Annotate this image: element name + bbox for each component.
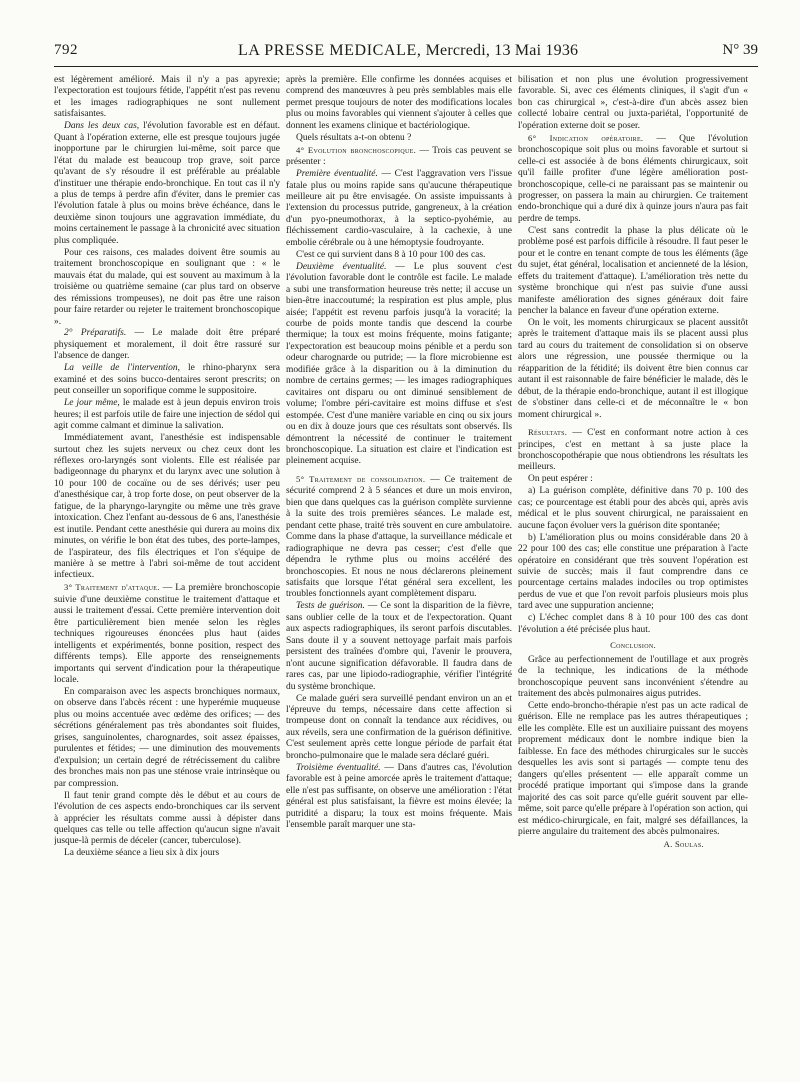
- paragraph-text: — Trois cas peuvent se présenter :: [286, 145, 512, 168]
- page-header: [54, 42, 758, 67]
- paragraph: [286, 250, 512, 261]
- paragraph-text: b) L'amélioration plus ou moins considérable dans 20 à 22 pour 100 des cas; elle constitue une préparation à l'acte opératoire en considérant que très souvent l'opération est suivie de succès; mais il faut comprendre dans ce pourcentage certains malades indociles ou trop optimistes perdus de vue et que l'on revoit parfois plusieurs mois plus tard avec une suppuration ancienne;: [518, 532, 748, 612]
- section-heading: 5° Traitement de consolidation.: [296, 473, 426, 484]
- paragraph: [518, 75, 748, 132]
- paragraph: [518, 839, 704, 851]
- paragraph: [518, 613, 748, 636]
- paragraph-text: Ce malade guéri sera surveillé pendant environ un an et l'épreuve du temps, nécessaire dans cette affection si trompeuse dont on connaît la tendance aux récidives, ou aux réveils, sera une confirmation de la guérison définitive. C'est seulement après cette longue période de parfait état broncho-pulmonaire que le malade sera déclaré guéri.: [286, 693, 512, 761]
- paragraph: [518, 133, 748, 226]
- paragraph: [286, 474, 512, 601]
- author-signature: A. Soulas.: [663, 838, 704, 849]
- text-column-3: [518, 75, 748, 1075]
- paragraph-lead: La veille de l'intervention,: [64, 363, 180, 374]
- paragraph-text: c) L'échec complet dans 8 à 10 pour 100 des cas dont l'évolution a été précisée plus haut.: [518, 613, 748, 635]
- paragraph-text: Grâce au perfectionnement de l'outillage et aux progrès de la technique, les indications de la méthode bronchoscopique peuvent sans inconvénient s'étendre au traitement des abcès pulmonaires aigus putrides.: [518, 654, 748, 700]
- paragraph-text: — C'est l'aggravation vers l'issue fatale plus ou moins rapide sans qu'aucune thérapeutique meilleure ait pu être envisagée. On assiste impuissants à l'extension du processus putride, gangreneux, à la création d'un pyo-pneumothorax, à la septico-pyohémie, au fléchissement cardio-vasculaire, à la cachexie, à une embolie cérébrale ou à une hémoptysie foudroyante.: [286, 169, 512, 248]
- page-number: 792: [54, 42, 78, 58]
- paragraph-text: Cette endo-broncho-thérapie n'est pas un acte radical de guérison. Elle ne remplace pas les autres thérapeutiques ; elle les complète. Elle est un auxiliaire puissant des moyens proprement médicaux dont le nombre indique bien la faiblesse. En face des méthodes chirurgicales sur le succès desquelles les avis sont si partagés — compte tenu des dangers qu'elles présentent — elle apparaît comme un procédé pratique important qui s'impose dans la grande majorité des cas soit parce qu'elle guérit souvent par elle-même, soit parce qu'elle prépare à l'opération son action, qui est médico-chirurgicale, en fait, malgré ses défaillances, la pierre angulaire du traitement des abcès pulmonaires.: [518, 701, 748, 837]
- paragraph: [286, 262, 512, 468]
- paragraph-text: On le voit, les moments chirurgicaux se placent aussitôt après le traitement d'attaque mais ils se placent aussi plus tard au cours du traitement de consolidation si on observe alors une régression, une poussée thermique ou la réapparition de la fétidité; ils doivent être bien connus car autant il est raisonnable de faire bénéficier le malade, dès le début, de la thérapie endo-bronchique, autant il est illogique de s'obstiner dans celle-ci et de méconnaître le « bon moment chirurgical ».: [518, 318, 748, 420]
- paragraph: [286, 145, 512, 169]
- paragraph: [518, 226, 748, 318]
- paragraph-text: — Que l'évolution bronchoscopique soit plus ou moins favorable et surtout si celle-ci est associée à de bons éléments chirurgicaux, soit qu'il faille profiter d'une légère amélioration post-bronchoscopique, celle-ci ne paraissant pas se maintenir ou progresser, on passera la main au chirurgien. Ce traitement endo-bronchique qui a duré dix à quinze jours n'aura pas fait perdre de temps.: [518, 133, 748, 224]
- paragraph: [286, 694, 512, 763]
- paragraph-lead: Le jour même,: [64, 398, 120, 409]
- paragraph-text: le rhino-pharynx sera examiné et des soins bucco-dentaires seront prescrits; on peut conseiller un soporifique comme le suppositoire.: [54, 363, 280, 397]
- paragraph-text: Immédiatement avant, l'anesthésie est indispensable surtout chez les sujets nerveux ou chez ceux dont les réflexes oro-laryngés sont violents. Elle est réalisée par badigeonnage du pharynx et du larynx avec une solution à 10 pour 100 de cocaïne ou de ses dérivés; user peu d'anesthésique car, à trop forte dose, on peut observer de la fatigue, de la pharyngo-laryngite ou même une très grave intoxication. Chez l'enfant au-dessous de 6 ans, l'anesthésie est inutile. Pendant cette anesthésie qui durera au moins dix minutes, on vérifie le bon état des tubes, des porte-lampes, de l'aspirateur, des fils électriques et l'on s'équipe de manière à se mettre à l'abri soi-même de tout accident infectieux.: [54, 433, 280, 581]
- text-column-1: [54, 75, 280, 1075]
- paragraph: [286, 75, 512, 132]
- journal-name: LA PRESSE MEDICALE,: [238, 42, 422, 59]
- paragraph-text: l'évolution favorable est en défaut. Quant à l'opération externe, elle est presque toujours jugée inopportune par le chirurgien lui-même, soit parce que l'état du malade est beaucoup trop grave, soit parce qu'avant de s'y résoudre il est préférable au préalable d'instituer une thérapie endo-bronchique. En tout cas il n'y a plus de temps à perdre afin d'éviter, dans le premier cas l'évolution fatale à plus ou moins brève échéance, dans le deuxième sinon toujours une aggravation immédiate, du moins certainement le passage à la chronicité avec situation plus compliquée.: [54, 121, 280, 246]
- paragraph: [518, 655, 748, 701]
- paragraph: [286, 133, 512, 144]
- issue-number: N° 39: [722, 42, 758, 58]
- section-heading: 6° Indication opératoire.: [528, 132, 644, 143]
- paragraph-text: En comparaison avec les aspects bronchiques normaux, on observe dans l'abcès récent : une hyperémie muqueuse plus ou moins accentuée avec œdème des orifices; — des sécrétions généralement pas très abondantes soit fluides, grises, sanguinolentes, charognardes, soit assez épaisses, purulentes et fétides; — une diminution des mouvements d'expulsion; un certain degré de rétrécissement du calibre des bronches mais non pas une sténose vraie intrinsèque ou par compression.: [54, 687, 280, 789]
- paragraph-lead: Deuxième éventualité.: [296, 261, 387, 272]
- section-heading: 3° Traitement d'attaque.: [64, 582, 160, 593]
- paragraph-text: Pour ces raisons, ces malades doivent être soumis au traitement bronchoscopique en soulignant que : « le mauvais état du malade, qui est souvent au maximum à la troisième ou quatrième semaine (car plus tard on observe des rémissions trompeuses), ne doit pas être une raison pour faire retarder ou rejeter le traitement bronchoscopique ».: [54, 247, 280, 327]
- paragraph-text: — C'est en conformant notre action à ces principes, c'est en mettant à sa juste place la bronchoscopothérapie que nous obtiendrons les résultats les meilleurs.: [518, 428, 748, 473]
- text-column-2: [286, 75, 512, 1075]
- paragraph-text: est légèrement amélioré. Mais il n'y a pas apyrexie; l'expectoration est toujours fétide, l'appétit n'est pas revenu et les images radiographiques ne sont nullement satisfaisantes.: [54, 75, 280, 120]
- paragraph: [286, 601, 512, 693]
- paragraph-text: — Ce sont la disparition de la fièvre, sans oublier celle de la toux et de l'expectoration. Quant aux aspects radiographiques, ils seront parfois discutables. Sans doute il y a souvent nettoyage parfait mais parfois persistent des traînées d'ombre qui, l'avenir le prouvera, n'ont aucune signification défavorable. Il faudra dans de rares cas, par une lipiodo-radiographie, vérifier l'intégrité du système bronchique.: [286, 601, 512, 692]
- paragraph: [518, 533, 748, 613]
- paragraph-text: — Le plus souvent c'est l'évolution favorable dont le contrôle est facile. Le malade a subi une transformation heureuse très nette; il accuse un bien-être inaccoutumé; la respiration est plus ample, plus aisée; l'appétit est revenu parfois jusqu'à la voracité; la courbe de poids monte tandis que descend la courbe thermique; la toux est moins fréquente, moins fatigante; l'expectoration est beaucoup moins pénible et a perdu son odeur charognarde ou putride; — la flore microbienne est modifiée grâce à la disparition ou à la diminution du nombre de certains germes; — les images radiographiques cavitaires ont disparu ou ont diminué sensiblement de volume; l'ombre péri-cavitaire est moins diffuse et s'est estompée. C'est d'une manière variable en cinq ou six jours ou en dix à douze jours que ces résultats sont observés. Ils démontrent la nécessité de continuer le traitement bronchoscopique. La situation est claire et l'indication est pleinement acquise.: [286, 261, 512, 467]
- paragraph-text: C'est ce qui survient dans 8 à 10 pour 100 des cas.: [296, 249, 486, 260]
- paragraph: [518, 640, 748, 652]
- paragraph-text: Il faut tenir grand compte dès le début et au cours de l'évolution de ces aspects endo-bronchiques car ils servent à apprécier les résultats comme aussi à dépister dans quelques cas telle ou telle affection qu'aucun signe n'avait jusque-là permis de déceler (cancer, tuberculose).: [54, 790, 280, 847]
- paragraph-text: La deuxième séance a lieu six à dix jours: [64, 848, 220, 859]
- paragraph: [54, 687, 280, 790]
- section-heading: Résultats.: [528, 427, 568, 438]
- paragraph-lead: Dans les deux cas,: [64, 121, 140, 132]
- paragraph: [286, 169, 512, 249]
- paragraph-text: — Le malade doit être préparé physiquement et moralement, il doit être rassuré sur l'absence de danger.: [54, 328, 280, 362]
- paragraph: [54, 848, 280, 859]
- paragraph-text: bilisation et non plus une évolution progressivement favorable. Si, avec ces éléments cliniques, il s'agit d'un « bon cas chirurgical », c'est-à-dire d'un abcès assez bien collecté lobaire central ou juxta-pariétal, l'opportunité de l'opération externe doit se poser.: [518, 75, 748, 131]
- paragraph-lead: 2° Préparatifs.: [64, 328, 127, 339]
- paragraph: [54, 363, 280, 397]
- section-heading: 4° Evolution bronchoscopique.: [296, 144, 417, 155]
- paragraph: [54, 791, 280, 848]
- paragraph: [54, 328, 280, 362]
- paragraph: [54, 398, 280, 432]
- paragraph-text: a) La guérison complète, définitive dans 70 p. 100 des cas; ce pourcentage est établi pour des abcès qui, après avis médical et le plus souvent chirurgical, ne paraissaient en aucune façon évoluer vers la guérison dite spontanée;: [518, 486, 748, 531]
- paragraph: [54, 433, 280, 582]
- paragraph-lead: Tests de guérison.: [296, 601, 365, 612]
- paragraph: [54, 121, 280, 247]
- paragraph-text: — La première bronchoscopie suivie d'une deuxième constitue le traitement d'attaque et aussi le traitement d'essai. Cette première intervention doit être particulièrement bien menée selon les règles techniques rigoureuses énoncées plus haut (aides intelligents et expérimentés, bonne position, respect des différents temps). Elle apporte des renseignements importants qui servent d'indication pour la thérapeutique locale.: [54, 583, 280, 686]
- paragraph: [54, 582, 280, 686]
- paragraph: [518, 701, 748, 838]
- running-title: [238, 42, 578, 60]
- paragraph: [518, 474, 748, 485]
- section-heading: Conclusion.: [610, 640, 656, 651]
- paragraph: [286, 763, 512, 832]
- paragraph: [518, 427, 748, 474]
- paragraph-text: On peut espérer :: [528, 474, 593, 485]
- paragraph-text: C'est sans contredit la phase la plus délicate où le problème posé est parfois difficile à résoudre. Il faut peser le pour et le contre en tenant compte de tous les éléments (âge du sujet, état général, localisation et ancienneté de la lésion, effets du traitement d'attaque). L'amélioration très nette du système bronchique qui n'est pas suivie d'une aussi manifeste amélioration des signes généraux doit faire pencher la balance en faveur d'une opération externe.: [518, 225, 748, 317]
- issue-date: Mercredi, 13 Mai 1936: [425, 42, 579, 59]
- paragraph: [518, 318, 748, 421]
- paragraph-lead: Troisième éventualité.: [296, 762, 381, 773]
- paragraph: [518, 486, 748, 532]
- paragraph-text: — Ce traitement de sécurité comprend 2 à 5 séances et dure un mois environ, bien que dans quelques cas la guérison complète survienne à la suite des trois premières séances. Le malade est, pendant cette phase, traité très souvent en cure ambulatoire. Comme dans la phase d'attaque, la surveillance médicale et radiographique ne devra pas cesser; c'est d'elle que dépendra le rythme plus ou moins accéléré des bronchoscopies. Et nous ne nous déclarerons pleinement satisfaits que lorsque l'état général sera excellent, les troubles fonctionnels ayant complètement disparu.: [286, 474, 512, 600]
- paragraph: [54, 248, 280, 328]
- paragraph-text: Quels résultats a-t-on obtenu ?: [296, 132, 412, 143]
- paragraph-lead: Première éventualité.: [296, 169, 378, 180]
- paragraph-text: le malade est à jeun depuis environ trois heures; il est parfois utile de faire une injection de sédol qui agit comme calmant et diminue la salivation.: [54, 398, 280, 432]
- paragraph-text: après la première. Elle confirme les données acquises et comprend des manœuvres à peu près semblables mais elle permet presque toujours de noter des modifications locales plus ou moins favorables qui viennent s'ajouter à celles que donnent les examens clinique et bactériologique.: [286, 75, 512, 131]
- paragraph: [54, 75, 280, 121]
- paragraph-text: — Dans d'autres cas, l'évolution favorable est à peine amorcée après le traitement d'attaque; elle n'est pas suffisante, on observe une amélioration : l'état général est plus satisfaisant, la fièvre est moins élevée; la putridité a disparu; la toux est moins fréquente. Mais l'ensemble paraît marquer une sta-: [286, 762, 512, 830]
